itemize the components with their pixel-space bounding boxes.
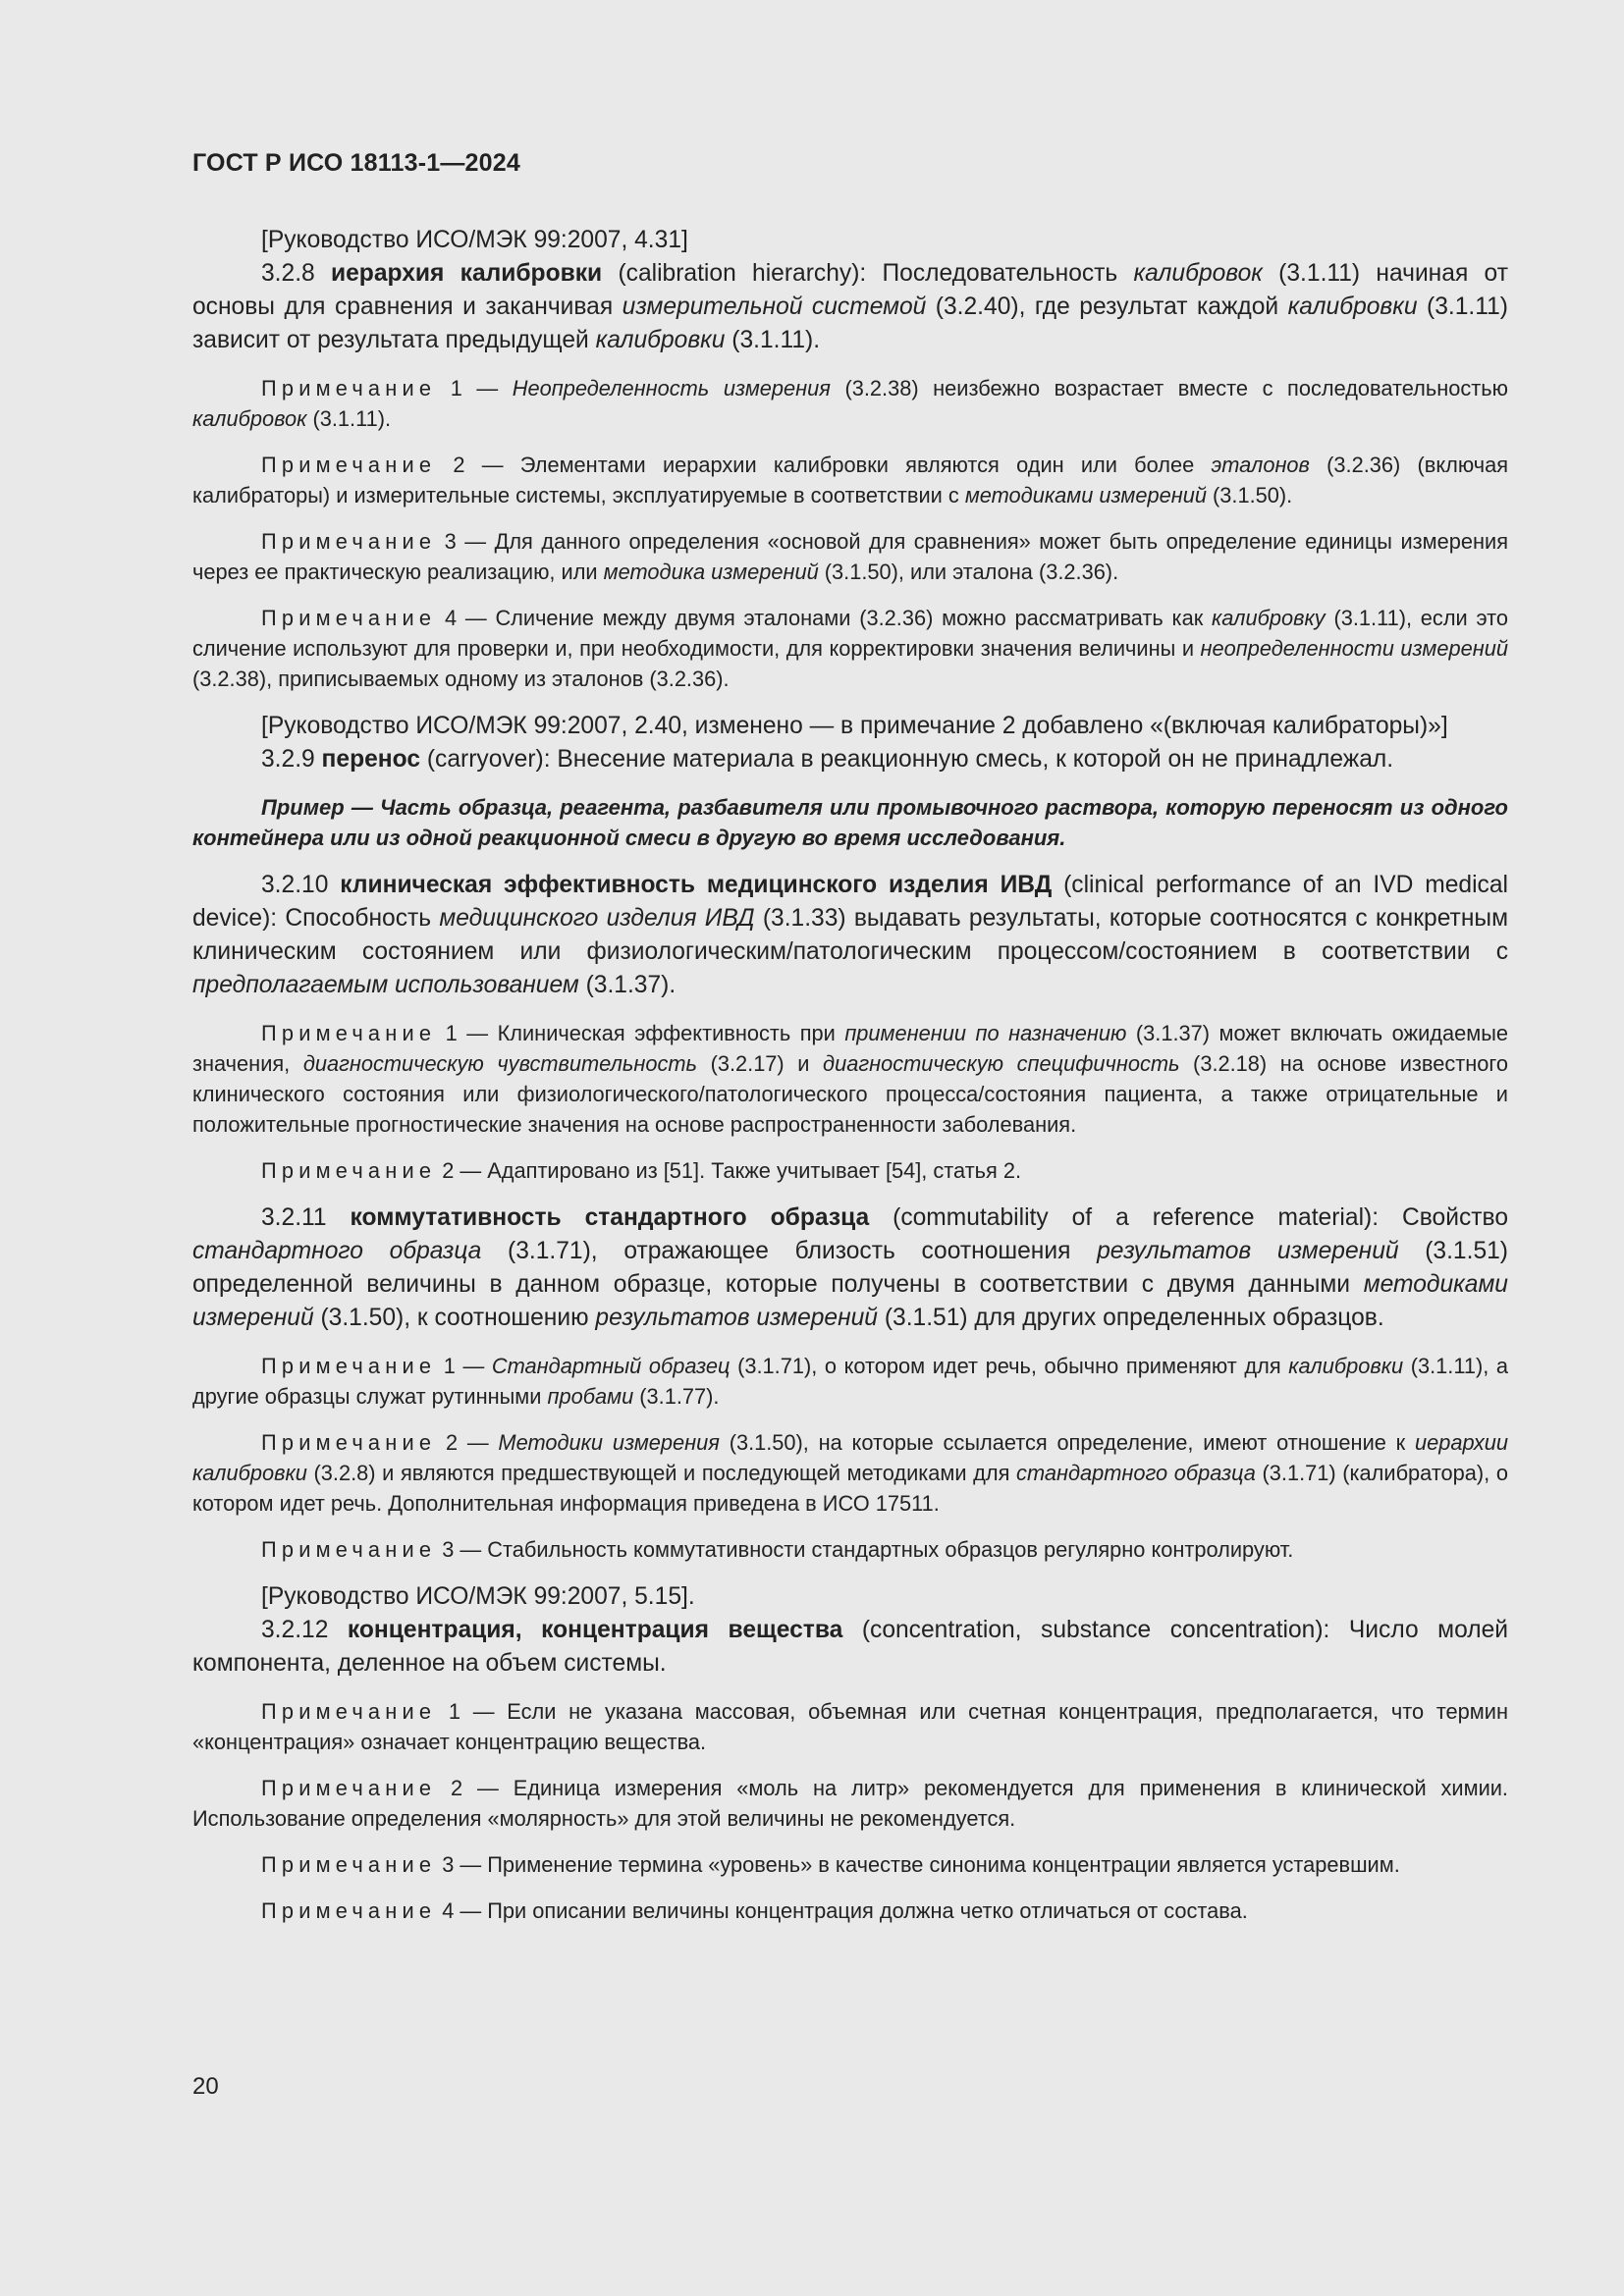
note-paragraph: Примечание 2 — Единица измерения «моль на литр» рекомендуется для применения в клинической химии. Использование определения «молярность» для этой величины не рекомендуется.	[192, 1776, 1508, 1831]
body-paragraph: 3.2.8 иерархия калибровки (calibration hierarchy): Последовательность калибровок (3.1.11) начиная от основы для сравнения и заканчивая измерительной системой (3.2.40), где результат каждой калибровки (3.1.11) зависит от результата предыдущей калибровки (3.1.11).	[192, 260, 1508, 353]
note-label: Примечание	[261, 1430, 437, 1455]
body-paragraph: [Руководство ИСО/МЭК 99:2007, 4.31]	[261, 227, 688, 253]
body-paragraph: 3.2.9 перенос (carryover): Внесение материала в реакционную смесь, к которой он не принадлежал.	[261, 746, 1394, 773]
note-paragraph: Примечание 1 — Клиническая эффективность при применении по назначению (3.1.37) может включать ожидаемые значения, диагностическую чувствительность (3.2.17) и диагностическую специфичность (3.2.18) на основе известного клинического состояния или физиологического/патологического процесса/состояния пациента, а также отрицательные и положительные прогностические значения на основе распространенности заболевания.	[192, 1021, 1509, 1137]
note-label: Примечание	[261, 1699, 437, 1724]
body-paragraph: [Руководство ИСО/МЭК 99:2007, 5.15].	[261, 1583, 695, 1610]
document-body	[192, 224, 1508, 1926]
note-label: Примечание	[261, 376, 437, 400]
note-label: Примечание	[261, 1021, 437, 1045]
body-paragraph: 3.2.12 концентрация, концентрация вещества (concentration, substance concentration): Число молей компонента, деленное на объем системы.	[192, 1617, 1508, 1677]
note-paragraph: Примечание 3 — Применение термина «уровень» в качестве синонима концентрации является устаревшим.	[261, 1852, 1400, 1877]
note-label: Примечание	[261, 453, 437, 477]
document-header: ГОСТ Р ИСО 18113-1—2024	[192, 149, 520, 177]
note-label: Примечание	[261, 1354, 437, 1378]
note-paragraph: Примечание 2 — Адаптировано из [51]. Также учитывает [54], статья 2.	[261, 1158, 1022, 1183]
note-paragraph: Примечание 3 — Стабильность коммутативности стандартных образцов регулярно контролируют.	[261, 1537, 1294, 1562]
note-label: Примечание	[261, 529, 437, 554]
note-paragraph: Примечание 4 — При описании величины концентрация должна четко отличаться от состава.	[261, 1898, 1248, 1923]
note-paragraph: Примечание 1 — Если не указана массовая, объемная или счетная концентрация, предполагается, что термин «концентрация» означает концентрацию вещества.	[192, 1699, 1508, 1754]
note-label: Примечание	[261, 1776, 437, 1800]
note-paragraph: Примечание 4 — Сличение между двумя эталонами (3.2.36) можно рассматривать как калибровку (3.1.11), если это сличение используют для проверки и, при необходимости, для корректировки значения величины и неопределенности измерений (3.2.38), приписываемых одному из эталонов (3.2.36).	[192, 606, 1508, 691]
note-paragraph: Примечание 1 — Стандартный образец (3.1.71), о котором идет речь, обычно применяют для калибровки (3.1.11), а другие образцы служат рутинными пробами (3.1.77).	[192, 1354, 1509, 1409]
note-label: Примечание	[261, 606, 437, 630]
note-label: Примечание	[261, 1898, 437, 1923]
body-paragraph: [Руководство ИСО/МЭК 99:2007, 2.40, изменено — в примечание 2 добавлено «(включая калибраторы)»]	[261, 713, 1448, 739]
note-paragraph: Примечание 1 — Неопределенность измерения (3.2.38) неизбежно возрастает вместе с последовательностью калибровок (3.1.11).	[192, 376, 1508, 431]
note-label: Примечание	[261, 1852, 437, 1877]
page-number: 20	[192, 2073, 219, 2100]
note-label: Примечание	[261, 1158, 437, 1183]
note-paragraph: Примечание 2 — Элементами иерархии калибровки являются один или более эталонов (3.2.36) (включая калибраторы) и измерительные системы, эксплуатируемые в соответствии с методиками измерений (3.1.50).	[192, 453, 1509, 507]
example-paragraph: Пример — Часть образца, реагента, разбавителя или промывочного раствора, которую переносят из одного контейнера или из одной реакционной смеси в другую во время исследования.	[192, 795, 1508, 850]
body-paragraph: 3.2.11 коммутативность стандартного образца (commutability of a reference material): Свойство стандартного образца (3.1.71), отражающее близость соотношения результатов измерений (3.1.51) определенной величины в данном образце, которые получены в соответствии с двумя данными методиками измерений (3.1.50), к соотношению результатов измерений (3.1.51) для других определенных образцов.	[192, 1204, 1508, 1331]
body-paragraph: 3.2.10 клиническая эффективность медицинского изделия ИВД (clinical performance of an IVD medical device): Способность медицинского изделия ИВД (3.1.33) выдавать результаты, которые соотносятся с конкретным клиническим состоянием или физиологическим/патологическим процессом/состоянием в соответствии с предполагаемым использованием (3.1.37).	[192, 872, 1509, 998]
note-label: Примечание	[261, 1537, 437, 1562]
note-paragraph: Примечание 2 — Методики измерения (3.1.50), на которые ссылается определение, имеют отношение к иерархии калибровки (3.2.8) и являются предшествующей и последующей методиками для стандартного образца (3.1.71) (калибратора), о котором идет речь. Дополнительная информация приведена в ИСО 17511.	[192, 1430, 1509, 1516]
note-paragraph: Примечание 3 — Для данного определения «основой для сравнения» может быть определение единицы измерения через ее практическую реализацию, или методика измерений (3.1.50), или эталона (3.2.36).	[192, 529, 1509, 584]
